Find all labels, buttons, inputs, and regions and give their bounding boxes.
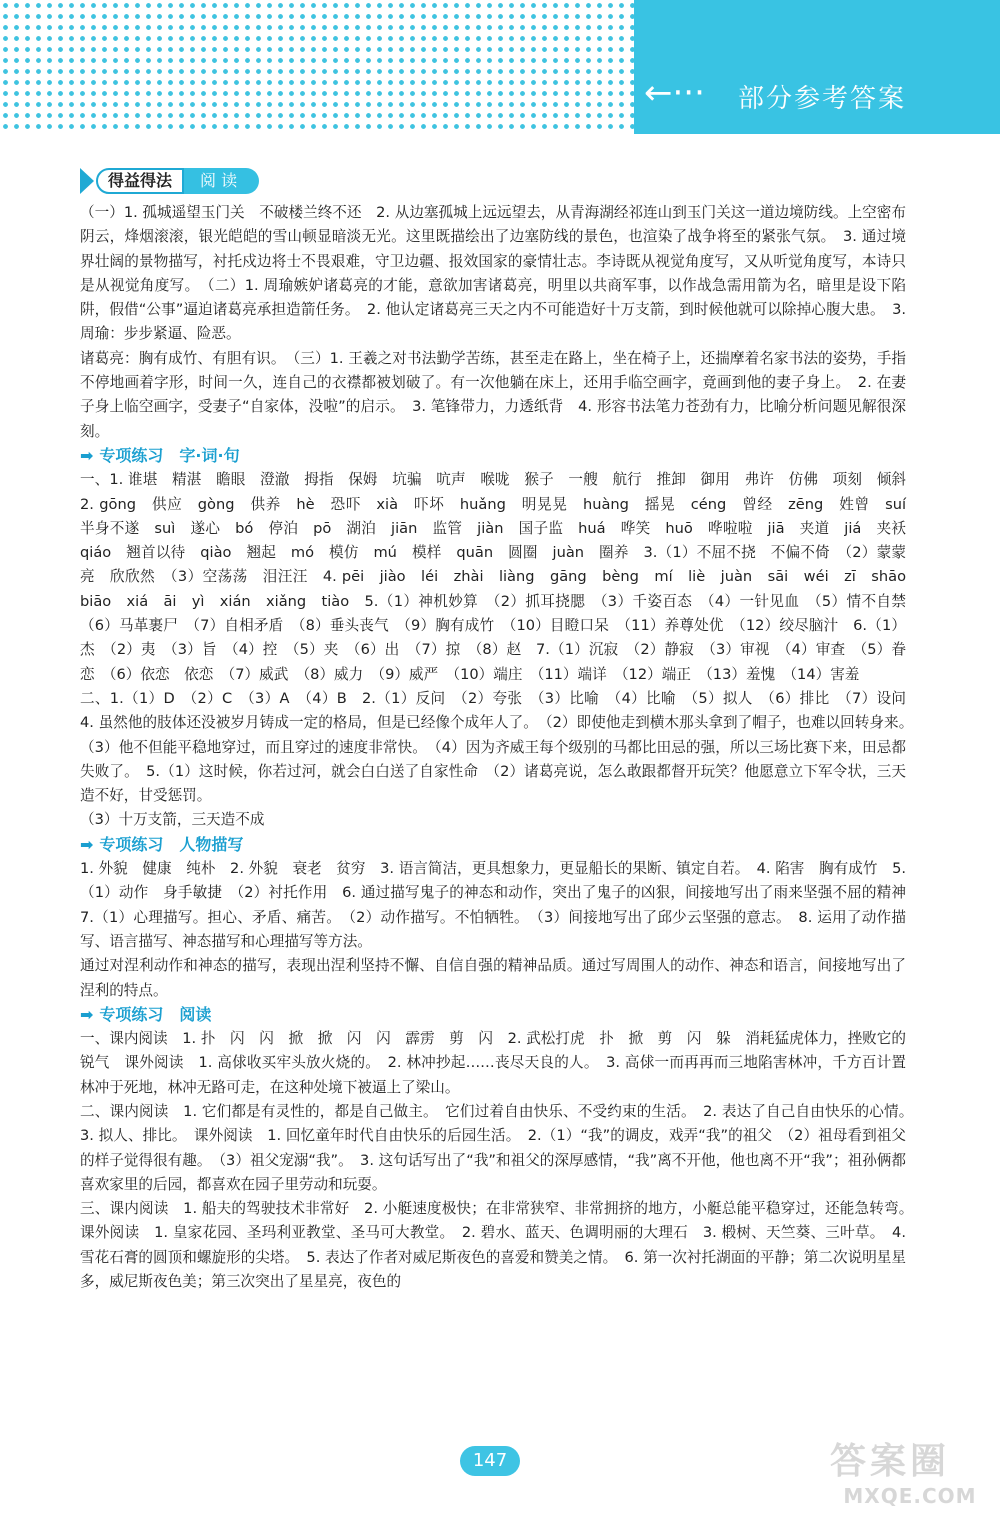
character-paragraph-1: 1. 外貌 健康 纯朴 2. 外貌 衰老 贫穷 3. 语言简洁，更具想象力，更显船长的果断、镇定自若。 4. 陷害 胸有成竹 5.（1）动作 身手敏捷 （2）衬托作用 6. 通过描写鬼子的神态和动作，突出了鬼子的凶狠，间接地写出了雨来坚强不屈的精神 7.（1）心理描写。担心、矛盾、痛苦。 （2）动作描写。不怕牺牲。 （3）间接地写出了邱少云坚强的意志。 8. 运用了动作描写、语言描写、神态描写和心理描写等方法。: [80, 860, 921, 950]
answer-content: [80, 201, 921, 1294]
tag-triangle-icon: [80, 168, 94, 194]
watermark-url: MXQE.COM: [843, 1484, 977, 1508]
words-paragraph-3: （3）十万支箭，三天造不成: [80, 811, 265, 829]
arrow-icon: ➡: [80, 834, 94, 854]
watermark-logo: [830, 1440, 990, 1520]
section-heading-character: [80, 833, 906, 857]
tag-label-sub: 阅 读: [184, 168, 259, 194]
section-tag: [80, 168, 259, 194]
watermark-text: 答案圈: [830, 1441, 951, 1482]
page-number: 147: [460, 1446, 520, 1476]
tag-label-main: 得益得法: [96, 168, 184, 194]
arrow-icon: ➡: [80, 445, 94, 465]
section-heading-reading: [80, 1003, 906, 1027]
character-paragraph-2: 通过对涅利动作和神态的描写，表现出涅利坚持不懈、自信自强的精神品质。通过写周围人的动作、神态和语言，间接地写出了涅利的特点。: [80, 957, 906, 999]
reading-paragraph-3: 三、课内阅读 1. 船夫的驾驶技术非常好 2. 小艇速度极快；在非常狭窄、非常拥挤的地方，小艇总能平稳穿过，还能急转弯。 课外阅读 1. 皇家花园、圣玛利亚教堂、圣马可大教堂。 2. 碧水、蓝天、色调明丽的大理石 3. 椴树、天竺葵、三叶草。 4. 雪花石膏的圆顶和螺旋形的尖塔。 5. 表达了作者对威尼斯夜色的喜爱和赞美之情。 6. 第一次衬托湖面的平静；第二次说明星星多，威尼斯夜色美；第三次突出了星星亮，夜色的: [80, 1200, 921, 1291]
dot-pattern: [0, 0, 640, 130]
reading-paragraph-2: 二、课内阅读 1. 它们都是有灵性的，都是自己做主。 它们过着自由快乐、不受约束的生活。 2. 表达了自己自由快乐的心情。 3. 拟人、排比。 课外阅读 1. 回忆童年时代自由快乐的后园生活。 2.（1）“我”的调皮，戏弄“我”的祖父 （2）祖母看到祖父的样子觉得很有趣。 （3）祖父宠溺“我”。 3. 这句话写出了“我”和祖父的深厚感情，“我”离不开他，他也离不开“我”；祖孙俩都喜欢家里的后园，都喜欢在园子里劳动和玩耍。: [80, 1102, 921, 1193]
section-title: 专项练习 人物描写: [99, 834, 244, 854]
words-paragraph-1: 一、1. 谁堪 精湛 瞻眼 澄澈 拇指 保姆 坑骗 吭声 喉咙 猴子 一艘 航行 推卸 御用 弗许 仿佛 项刻 倾斜 2. gōng 供应 gòng 供养 hè 恐吓 xià 吓坏 huǎng 明晃晃 huàng 摇晃 céng 曾经 zēng 姓曾 suí 半身不遂 suì 遂心 bó 停泊 pō 湖泊 jiān 监管 jiàn 国子监 huá 哗笑 huō 哗啦啦 jiā 夹道 jiá 夹袄 qiáo 翘首以待 qiào 翘起 mó 模仿 mú 模样 quān 圆圈 juàn 圈养 3.（1）不屈不挠 不偏不倚 （2）蒙蒙亮 欣欣然 （3）空荡荡 泪汪汪 4. pēi jiào léi zhài liàng gāng bèng mí liè juàn sāi wéi zī shāo biāo xiá āi yì xián xiǎng tiào 5.（1）神机妙算 （2）抓耳挠腮 （3）千姿百态 （4）一针见血 （5）情不自禁 （6）马革裹尸 （7）自相矛盾 （8）垂头丧气 （9）胸有成竹 （10）目瞪口呆 （11）养尊处优 （12）绞尽脑汁 6.（1）杰 （2）夷 （3）旨 （4）控 （5）夹 （6）出 （7）掠 （8）赵 7.（1）沉寂 （2）静寂 （3）审视 （4）审查 （5）眷恋 （6）依恋 依恋 （7）威武 （8）威力 （9）威严 （10）端庄 （11）端详 （12）端正 （13）羞愧 （14）害羞: [80, 471, 921, 683]
reading-paragraph-1: 一、课内阅读 1. 扑 闪 闪 掀 掀 闪 闪 霹雳 剪 闪 2. 武松打虎 扑 掀 剪 闪 躲 消耗猛虎体力，挫败它的锐气 课外阅读 1. 高俅收买牢头放火烧的。 2. 林冲抄起……丧尽天良的人。 3. 高俅一而再再而三地陷害林冲，千方百计置林冲于死地，林冲无路可走，在这种处境下被逼上了梁山。: [80, 1030, 906, 1096]
section-title: 专项练习 字·词·句: [99, 445, 240, 465]
header-title: 部分参考答案: [738, 84, 907, 114]
arrow-icon: ➡: [80, 1004, 94, 1024]
intro-paragraph-1: （一）1. 孤城遥望玉门关 不破楼兰终不还 2. 从边塞孤城上远远望去，从青海湖经祁连山到玉门关这一道边境防线。上空密布阴云，烽烟滚滚，银光皑皑的雪山顿显暗淡无光。这里既描绘出了边塞防线的景色，也渲染了战争将至的紧张气氛。 3. 通过境界壮阔的景物描写，衬托戍边将士不畏艰难，守卫边疆、报效国家的豪情壮志。李诗既从视觉角度写，又从听觉角度写，本诗只是从视觉角度写。 （二）1. 周瑜嫉妒诸葛亮的才能，意欲加害诸葛亮，明里以共商军事，以作战急需用箭为名，暗里是设下陷阱，假借“公事”逼迫诸葛亮承担造箭任务。 2. 他认定诸葛亮三天之内不可能造好十万支箭，到时候他就可以除掉心腹大患。 3. 周瑜：步步紧逼、险恶。: [80, 204, 906, 343]
header-band: [634, 0, 1000, 134]
section-heading-words: [80, 444, 906, 468]
intro-paragraph-2: 诸葛亮：胸有成竹、有胆有识。 （三）1. 王羲之对书法勤学苦练，甚至走在路上，坐在椅子上，还揣摩着名家书法的姿势，手指不停地画着字形，时间一久，连自己的衣襟都被划破了。有一次他躺在床上，还用手临空画字，竟画到他的妻子身上。 2. 在妻子身上临空画字，受妻子“自家体，没啦”的启示。 3. 笔锋带力，力透纸背 4. 形容书法笔力苍劲有力，比喻分析问题见解很深刻。: [80, 349, 906, 440]
section-title: 专项练习 阅读: [99, 1004, 212, 1024]
words-paragraph-2: 二、1.（1）D （2）C （3）A （4）B 2.（1）反问 （2）夸张 （3）比喻 （4）比喻 （5）拟人 （6）排比 （7）设问 4. 虽然他的肢体还没被岁月铸成一定的格局，但是已经像个成年人了。 （2）即使他走到横木那头拿到了帽子，也难以回转身来。 （3）他不但能平稳地穿过，而且穿过的速度非常快。 （4）因为齐威王每个级别的马都比田忌的强，所以三场比赛下来，田忌都失败了。 5.（1）这时候，你若过河，就会白白送了自家性命 （2）诸葛亮说，怎么敢跟都督开玩笑？他愿意立下军令状，三天造不好，甘受惩罚。: [80, 689, 921, 805]
back-arrow-icon: ←···: [644, 73, 705, 113]
